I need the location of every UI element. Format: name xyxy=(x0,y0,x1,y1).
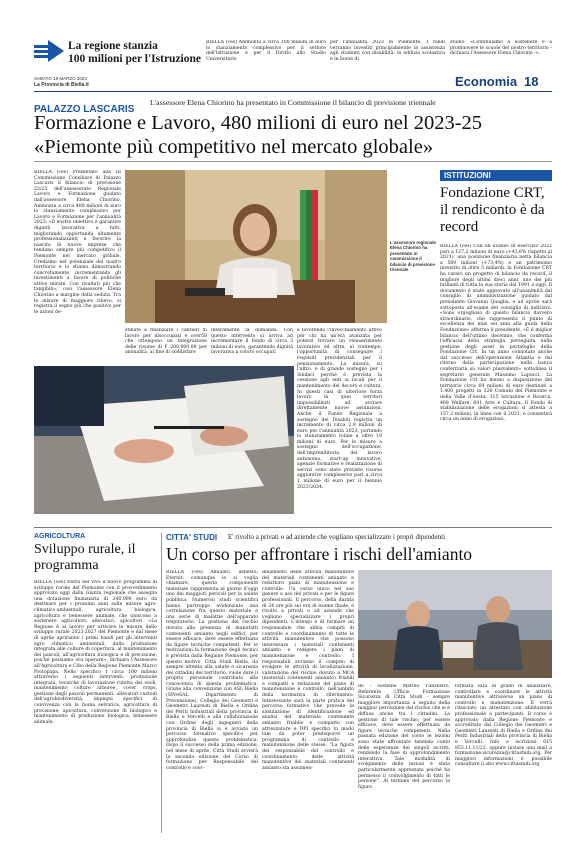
main-kicker: PALAZZO LASCARIS xyxy=(34,104,135,115)
side-headline: Fondazione CRT, il rendiconto è da record xyxy=(440,185,545,235)
main-col-2: stinate a finanziare i cantieri di lavoro per disoccupati e over58 che ottengono un integrazione delle risorse di € 200.000,00 per annualità, al fine di soddisfare xyxy=(125,328,207,356)
main-col-4: e favorendo l'invecchiamento attivo per chi ha un'età avanzata per potersi trovare un reinserimento lavorativo ed oltre, al contempo, l'opportunità di conseguire i requisiti previdenziali per il pensionamento. La misura, su l'altro, è di grande sostegno per i Sindaci perché è prevista la cessione agli enti ai locali per il mantenimento del decoro e cultura. In questi casi di ulteriore forza lavoro in quei territori impossibilitati ad avviare direttamente nuove assunzioni. Anche il Fondo Regionale a sostegno dei Disabili registra un incremento di circa 2,9 milioni di euro per l'annualità 2023, portando lo stanziamento totale a oltre 18 milioni di euro. Per le misure a sostegno dell'occupazione, dell'imprenditoria, del lavoro autonomo, start-up innovative, agenzie formative e realizzazione di servizi sono state previste risorse aggiuntive complessive pari a circa 1 milione di euro per il biennio 2023/2024. xyxy=(297,328,382,490)
promo-teaser-2: per l'annualità 2023 in Piemonte. I fondi verranno investiti principalmente in assistenza agli studenti con disabilità, in edilizia scolastica e in borse di xyxy=(330,40,445,62)
amianto-photo xyxy=(358,570,552,678)
header-divider xyxy=(34,91,552,92)
amianto-kicker: CITTA' STUDI xyxy=(166,533,218,542)
promo-teaser-1: BIELLA (ces) Ammonta a circa 100 milioni di euro lo stanziamento complessivo per il settore dell'Istruzione e per il Diritto allo Studio Universitario xyxy=(206,40,326,62)
promo-headline-line1: La regione stanzia xyxy=(68,40,158,52)
main-photo xyxy=(125,170,387,323)
main-headline-2: «Piemonte più competitivo nel mercato globale» xyxy=(34,136,434,158)
promo-headline-line2: 100 milioni per l'Istruzione xyxy=(68,53,201,65)
agri-body: BIELLA (ces) Entra nel vivo il nuovo programma di sviluppo rurale del Piemonte con il provvedimento approvato oggi dalla Giunta regionale che assegna una dotazione finanziaria di 240.000 euro da destinare per i prossimi anni sulle misure agro-climatico-ambientali, agricoltura biologica, agricoltura e benessere animale, che uniscono a sostenere agricoltori, allevatori, apicoltori. «La Regione è al lavoro per attivare le misure dello sviluppo rurale 2023-2027 del Piemonte e dal mese di aprile apriranno i primi bandi per gli interventi agro climatico ambientali, dalla produzione integrata alle colture di copertura, al mantenimento dei pascoli, all'agricoltura biologica e di precisione, poiché possiamo ora operare», dichiara l'Assessore all'Agricoltura e Cibo della Regione Piemonte Marco Protopapa. Nello specifico 1 circa 100 milioni attraverso i seguenti interventi: produzione integrata, tecniche di lavorazione ridotta dei suoli, mantenimento colture arboree, cover crops, gestione degli pascoli permanenti, allevatori custodi dell'agrobiodiversità, impegni specifici di convivenza con la fauna selvatica, agricoltura di precisione, apicoltura, conversione di biologico e mantenimento di produzione biologica, benessere animale. xyxy=(34,580,157,725)
main-photo-caption: L'assessore regionale Elena Chiorino ha presentato in commissione il bilancio di previsione triennale xyxy=(390,240,436,273)
main-col-1: BIELLA (ces) Presentato alla III Commissione Consiliare di Palazzo Lascaris il bilancio di previsione 23/25 dell'assessorato Regionale Lavoro e Formazione guidato dall'assessore Elena Chiorino. Ammonta a circa 480 milioni di euro lo stanziamento complessivo per Lavoro e Formazione per l'annualità 2023: «Il nostro obiettivo è garantire dignità lavorativa a tutti, migliorando opportunità altamente professionalizzanti e favorire la nascita di nuove imprese che tendano sempre più competitivo il Piemonte nel mercato globale. Crediamo nel potenziale del nostro territorio e lo stiamo dimostrando concretamente, incrementando gli investimenti a favore di politiche attive mirate. Con risultati più che tangibili», così l'assessore Elena Chiorino a margine della seduta. Tra le misure di maggiore rilievo, si registra il segno più che positivo per le azioni de- xyxy=(34,170,121,315)
amianto-col-3: do - sostiene Matteo Tunzelero, Referente Ufficio Formazione Sicurezza di Città Studi - sempre maggiore importanza a seguito della maggior percezione del rischio che si è diffusa anche tra i cittadini. La gestione di tale rischio, per essere efficace, deve essere effettuata da figure tecniche competenti. Nella passata edizione del corso le lezioni sono state affrontate tenendo conto delle esperienze dei singoli iscritti, rendendo la fase di approfondimento interattiva. Tale modalità di svolgimento delle lezioni è stata particolarmente apprezzata poiché ha permesso il coinvolgimento di tutti le persone". Al termine del percorso la figura xyxy=(358,684,450,790)
agri-headline: Sviluppo rurale, il programma xyxy=(34,542,136,573)
agri-divider xyxy=(161,533,162,833)
promo-arrow-icon xyxy=(34,40,64,62)
main-col-3: interamente la domanda. Con questo intervento si arriva ad incrementare il fondo di circa 3 milioni di euro, garantendo dignità lavorativa a coloro occupati xyxy=(211,328,293,356)
amianto-col-2: dinamento delle attività manutentive del materiali contenenti amianto e redattore piani di manutenzione e controllo. Un corso unico nel suo genere a uso dei privati e per le figure professionali. Il percorso, della durata di 24 ore più sei ore di esame finale, è rivolto a privati o ad aziende che vogliono specializzare i propri dipendenti. L'intento è di formare un responsabile che abbia compiti di controllo e coordinamento di tutte le attività manutentive che possono interessare i materiali contenenti amianto e redigere i piani di manutenzione e controllo. I responsabili avranno il compito di svolgere le attività di localizzazione, valutazione del rischio dovuto a MCA (materiali contenenti amianto) friabili e compatti e redazione del piano di manutenzione e controllo, nell'ambito della normativa di riferimento. Interessante sarà la parte pratica del percorso formativo che prevede la simulazione di identificazione ed analisi del materiale contenente amianto friabile e compatto con attrezzature e DPI specifici in modo tale da poter predisporre un programma di controllo e manutenzione delle stesse. "La figura del responsabile del controllo e coordinamento delle attività manutentive dei materiali contenenti amianto sta assumen- xyxy=(262,570,354,771)
amianto-col-1: BIELLA (ces) Amianto, asbesto, Eternit: comunque lo si voglia chiamare, questo componente materiale rappresenta al giorno d'oggi uno dei maggiori pericoli per la salute pubblica. Numerosi studi scientifici hanno purtroppo evidenziato una correlazione fra questo materiale e una serie di malattie dell'apparato respiratorio. La gestione del rischio dovuta alla presenza di manufatti contenenti amianto negli edifici, per essere efficace, deve essere effettuata da figure tecniche competenti. Per le motivazioni la formazione degli tecnici è prevista dalla Regione Piemonte, per questo motivo. Città Studi Biella, da sempre attenta alla salute e sicurezza dei cittadini del territorio, vuole dare il proprio personale contributo alla conoscenza di questa problematica. Grazie alla convenzione con ASL Biella (SPreSAL Dipartimento di Prevenzione), Collegio dei Geometri e Geometri Laureati di Biella e Ordine dei Periti Industriali della provincia di Biella e Vercelli e alla collaborazione con Ordine degli ingegneri della provincia di Biella si è avviato un percorso formativo specifico per approfondire questa problematica. Dopo il successo della prima edizione, nel mese di aprile, Città Studi avvierà la seconda edizione del Corso di formazione per Responsabile del controllo e coor- xyxy=(166,570,258,771)
paperwork-photo xyxy=(34,366,294,514)
paper-name: La Provincia di Biella.it xyxy=(34,82,89,88)
page-number: 18 xyxy=(524,74,539,89)
amianto-col-4: formata sarà in grado di analizzare, controllare e coordinare le attività manutentive attraverso un piano di controllo e manutenzione. Il verrà rilasciato un attestato con abilitazione professionale a partecipanti. Il corso è approvato dalla Regione Piemonte e accreditato dal Collegio dei Geometri e Geometri Laureati di Biella e Ordine dei Periti Industriali della provincia di Biella e Vercelli. Info e iscrizioni 015 855.11.11/22, oppure inviare una mail a formazione.sicurezza@cittastudi.org. Per maggiori informazioni è possibile consultare il sito www.cittastudi.org xyxy=(455,684,552,768)
issue-date: SABATO 18 MARZO 2023 xyxy=(34,76,87,81)
agri-kicker: AGRICOLTURA xyxy=(34,533,86,540)
section-name: Economia xyxy=(455,74,518,89)
main-kicker-desc: L'assessore Elena Chiorino ha presentato in Commissione il bilancio di previsione triennale xyxy=(150,98,436,107)
section-divider xyxy=(34,527,552,528)
amianto-headline: Un corso per affrontare i rischi dell'amianto xyxy=(166,544,473,564)
side-kicker: ISTITUZIONI xyxy=(444,171,491,180)
main-headline-1: Formazione e Lavoro, 480 milioni di euro nel 2023-25 xyxy=(34,112,483,134)
amianto-kicker-desc: E' rivolto a privati o ad aziende che vogliano specializzare i propri dipendenti xyxy=(228,533,446,541)
promo-teaser-3: studio. «Continuiamo a sostenere e a promuovere le scuole del nostro territorio - dichiara l'Assessore Elena Chiorino -». xyxy=(450,40,552,57)
side-body: BIELLA (ces) Con un avanzo di esercizio 2022 pari a 127,2 milioni di euro (+43,6% rispetto al 2021), una posizione finanziaria netta bilancia a 569 milioni (+73,4%) e un patrimonio investito di oltre 3 miliardi, la Fondazione CRT ha varato un progetto di bilancio da record, il migliore degli ultimi dieci anni, uno dei più brillanti di tutta la sua storia dal 1991 a oggi. Il documento è stato approvato all'unanimità dal consiglio di amministrazione guidato dal presidente Giovanni Quaglia, e ad aprile sarà sottoposto all'esame del consiglio di indirizzo. «Sono orgoglioso di questo bilancio davvero straordinario, che rappresenta il punto di eccellenza dei miei sei anni alla guida della Fondazione» afferma il presidente. «È il miglior bilancio dell'ultimo decennio, che conferma l'efficacia della strategia perseguita nella gestione degli asset in portafoglio della Fondazione Crt. In un anno connotato anche dal successo dell'operazione Atlantia e dal ritorno della partecipazione nella banca conferitaria su valori plusvalenti» sottolinea il segretario generale Massimo Lapucci. La Fondazione Crt ha messo a disposizione del territorio circa 69 milioni di euro destinati a 1.400 progetti in 326 Comuni del Piemonte e della Valle d'Aosta: 315 Istruzione e Ricerca, 468 Welfare, 601 Arte e Cultura. Il Fondo di stabilizzazione delle erogazioni si attesta a 157,2 milioni, in linea con il 2021, e consentirà circa un anno di erogazioni. xyxy=(440,244,552,423)
side-kicker-box xyxy=(440,170,552,181)
main-headline-rule xyxy=(34,161,552,162)
